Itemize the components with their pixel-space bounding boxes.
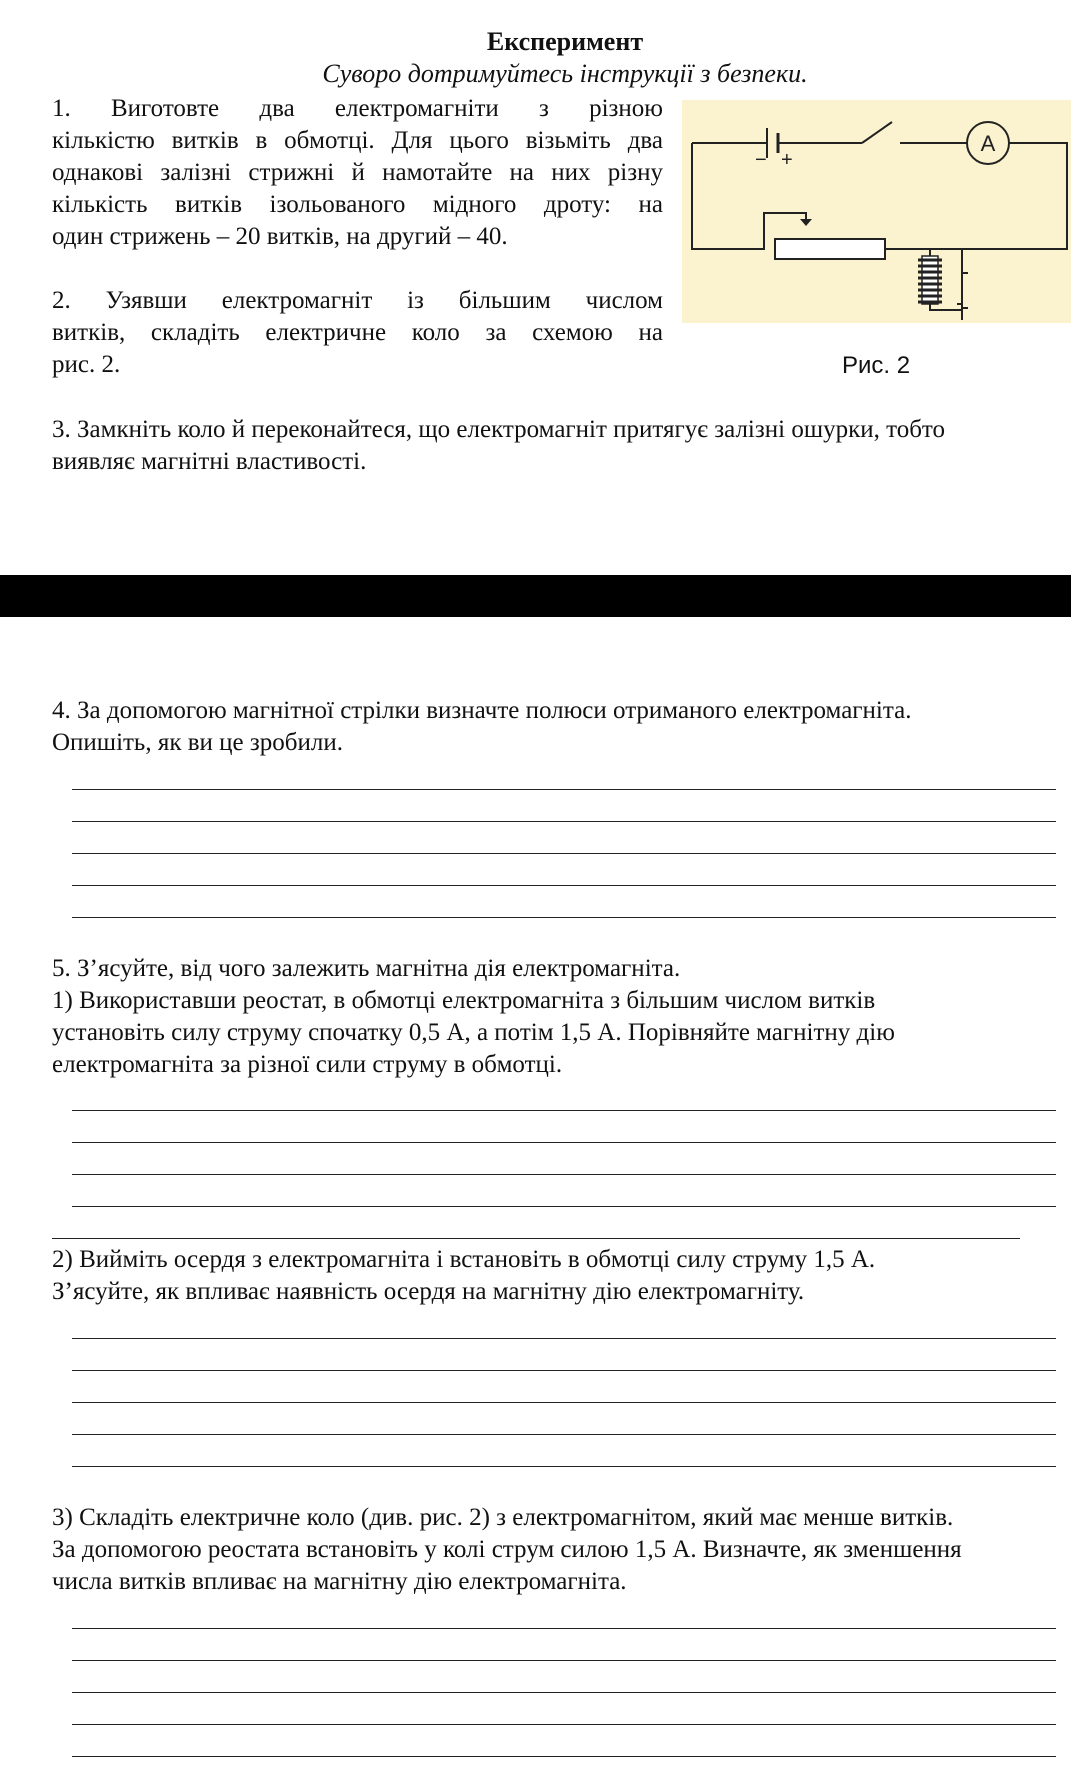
page-title: Експеримент (486, 27, 644, 56)
figure-caption: Рис. 2 (842, 352, 911, 379)
step5-part2-line: 2) Вийміть осердя з електромагніта і встановіть в обмотці силу струму 1,5 А. (52, 1246, 876, 1273)
step5-part3-line: 3) Складіть електричне коло (див. рис. 2) з електромагнітом, який має менше витків. (52, 1504, 954, 1531)
answer-line[interactable] (72, 1206, 1056, 1207)
answer-line[interactable] (72, 1756, 1056, 1757)
step1-line: 1. Виготовте два електромагніти з різною (52, 95, 663, 122)
rheostat-slider-arrow-icon (800, 219, 812, 226)
step1-line: один стрижень – 20 витків, на другий – 40. (52, 223, 508, 250)
answer-line[interactable] (72, 1370, 1056, 1371)
answer-line[interactable] (72, 853, 1056, 854)
answer-line[interactable] (72, 1402, 1056, 1403)
answer-line[interactable] (72, 917, 1056, 918)
electromagnet-coil-icon (918, 256, 942, 304)
ammeter-label: A (980, 131, 996, 156)
circuit-wire-right (962, 143, 1067, 249)
step3-line: виявляє магнітні властивості. (52, 448, 367, 475)
redaction-bar (0, 575, 1071, 617)
step5-part1-line: 1) Використавши реостат, в обмотці електромагніта з більшим числом витків (52, 987, 876, 1014)
answer-line[interactable] (52, 1238, 1020, 1239)
answer-line[interactable] (72, 789, 1056, 790)
step5-part3-line: числа витків впливає на магнітну дію електромагніта. (52, 1568, 627, 1595)
rheostat-icon (775, 239, 885, 259)
answer-line[interactable] (72, 1338, 1056, 1339)
step2-line: витків, складіть електричне коло за схемою на (52, 319, 663, 346)
step5-part2-line: З’ясуйте, як впливає наявність осердя на магнітну дію електромагніту. (52, 1278, 805, 1305)
step3-line: 3. Замкніть коло й переконайтеся, що електромагніт притягує залізні ошурки, тобто (52, 416, 946, 443)
answer-line[interactable] (72, 1174, 1056, 1175)
switch-lever (862, 122, 892, 143)
battery-plus-label: + (781, 149, 793, 171)
answer-line[interactable] (72, 1110, 1056, 1111)
step2-line: 2. Узявши електромагніт із більшим числом (52, 287, 663, 314)
answer-line[interactable] (72, 1628, 1056, 1629)
answer-line[interactable] (72, 1142, 1056, 1143)
step1-line: однакові залізні стрижні й намотайте на них різну (52, 159, 663, 186)
step5-heading: 5. З’ясуйте, від чого залежить магнітна дія електромагніта. (52, 955, 681, 982)
circuit-diagram (682, 100, 1071, 323)
step2-line: рис. 2. (52, 351, 121, 378)
step5-part3-line: За допомогою реостата встановіть у колі струм силою 1,5 А. Визначте, як зменшення (52, 1536, 962, 1563)
answer-line[interactable] (72, 1692, 1056, 1693)
step1-line: кількістю витків в обмотці. Для цього візьміть два (52, 127, 663, 154)
answer-line[interactable] (72, 821, 1056, 822)
step5-part1-line: електромагніта за різної сили струму в обмотці. (52, 1051, 563, 1078)
safety-subtitle: Суворо дотримуйтесь інструкції з безпеки. (322, 59, 808, 88)
answer-line[interactable] (72, 1660, 1056, 1661)
battery-minus-label: − (755, 149, 767, 171)
step5-part1-line: установіть силу струму спочатку 0,5 А, а потім 1,5 А. Порівняйте магнітну дію (52, 1019, 895, 1046)
step1-line: кількість витків ізольованого мідного дроту: на (52, 191, 663, 218)
answer-line[interactable] (72, 1434, 1056, 1435)
step4-line: Опишіть, як ви це зробили. (52, 729, 343, 756)
step4-line: 4. За допомогою магнітної стрілки визначте полюси отриманого електромагніта. (52, 697, 912, 724)
answer-line[interactable] (72, 885, 1056, 886)
answer-line[interactable] (72, 1466, 1056, 1467)
answer-line[interactable] (72, 1724, 1056, 1725)
